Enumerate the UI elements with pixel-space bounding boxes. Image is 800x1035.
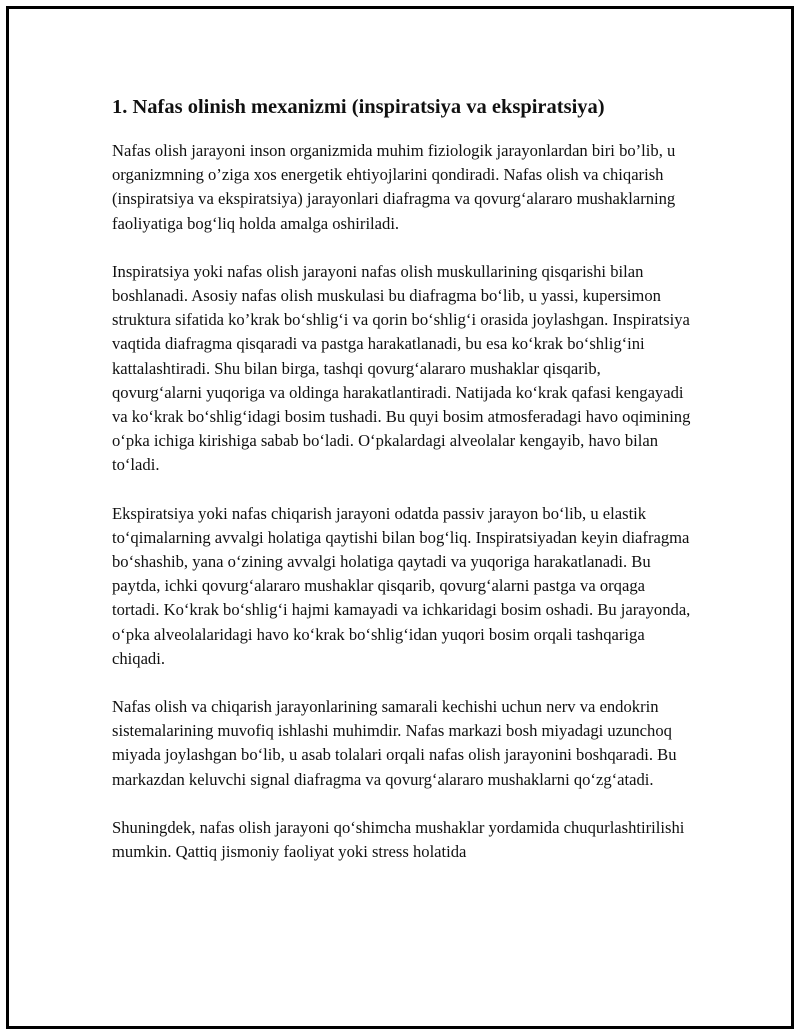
section-title: 1. Nafas olinish mexanizmi (inspiratsiya va ekspiratsiya) bbox=[112, 96, 605, 118]
document-body bbox=[112, 94, 692, 888]
paragraph-intro: Nafas olish jarayoni inson organizmida muhim fiziologik jarayonlardan biri bo’lib, u organizmning o’ziga xos energetik ehtiyojlarini qondiradi. Nafas olish va chiqarish (inspiratsiya va ekspiratsiya) jarayonlari diafragma va qovurg‘alararo mushaklarning faoliyatiga bog‘liq holda amalga oshiriladi. bbox=[112, 141, 676, 233]
paragraph-nervous-control: Nafas olish va chiqarish jarayonlarining samarali kechishi uchun nerv va endokrin sistemalarining muvofiq ishlashi muhimdir. Nafas markazi bosh miyadagi uzunchoq miyada joylashgan bo‘lib, u asab tolalari orqali nafas olish jarayonini boshqaradi. Bu markazdan keluvchi signal diafragma va qovurg‘alararo mushaklarni qo‘zg‘atadi. bbox=[112, 697, 677, 789]
paragraph-expiration: Ekspiratsiya yoki nafas chiqarish jarayoni odatda passiv jarayon bo‘lib, u elastik to‘qimalarning avvalgi holatiga qaytishi bilan bog‘liq. Inspiratsiyadan keyin diafragma bo‘shashib, yana o‘zining avvalgi holatiga qaytadi va yuqoriga harakatlanadi. Bu paytda, ichki qovurg‘alararo mushaklar qisqarib, qovurg‘alarni pastga va orqaga tortadi. Ko‘krak bo‘shlig‘i hajmi kamayadi va ichkaridagi bosim oshadi. Bu jarayonda, o‘pka alveolalaridagi havo ko‘krak bo‘shlig‘idan yuqori bosim orqali tashqariga chiqadi. bbox=[112, 503, 691, 668]
paragraph-accessory-muscles: Shuningdek, nafas olish jarayoni qo‘shimcha mushaklar yordamida chuqurlashtirilishi mumkin. Qattiq jismoniy faoliyat yoki stress holatida bbox=[112, 817, 685, 862]
paragraph-inspiration: Inspiratsiya yoki nafas olish jarayoni nafas olish muskullarining qisqarishi bilan boshlanadi. Asosiy nafas olish muskulasi bu diafragma bo‘lib, u yassi, kupersimon struktura sifatida ko’krak bo‘shlig‘i va qorin bo‘shlig‘i orasida joylashgan. Inspiratsiya vaqtida diafragma qisqaradi va pastga harakatlanadi, bu esa ko‘krak bo‘shlig‘ini kattalashtiradi. Shu bilan birga, tashqi qovurg‘alararo mushaklar qisqarib, qovurg‘alarni yuqoriga va oldinga harakatlantiradi. Natijada ko‘krak qafasi kengayadi va ko‘krak bo‘shlig‘idagi bosim tushadi. Bu quyi bosim atmosferadagi havo oqimining o‘pka ichiga kirishiga sabab bo‘ladi. O‘pkalardagi alveolalar kengayib, havo bilan to‘ladi. bbox=[112, 261, 691, 475]
